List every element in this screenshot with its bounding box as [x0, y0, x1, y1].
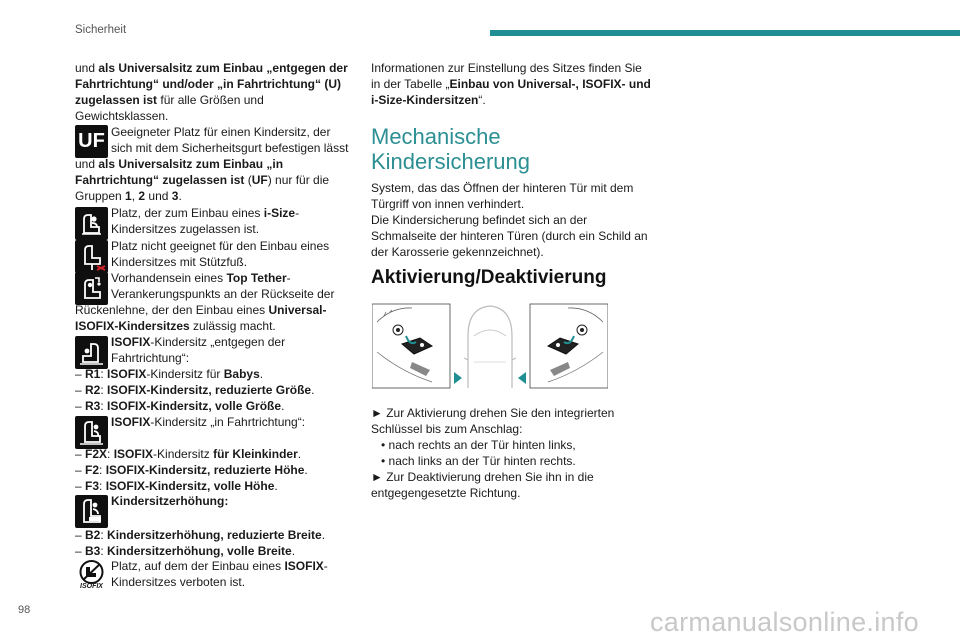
text-line — [75, 462, 308, 478]
text-line — [371, 421, 614, 437]
text-run: 3 — [171, 189, 179, 203]
text-run: : — [107, 447, 114, 461]
text-line — [371, 469, 594, 485]
text-line — [111, 414, 305, 430]
text-run: Kindersitzes verboten ist. — [111, 575, 246, 589]
child-lock-diagram — [372, 302, 608, 392]
text-run: - — [286, 271, 291, 285]
heading-line-1: Mechanische — [371, 124, 501, 149]
text-line — [371, 405, 614, 421]
text-run: . — [304, 463, 308, 477]
text-run: und — [145, 189, 172, 203]
text-line — [111, 205, 299, 221]
text-run: Universal- — [268, 303, 327, 317]
text-run: ISOFIX-Kindersitz, reduzierte Größe — [107, 383, 312, 397]
text-run: . — [178, 189, 182, 203]
text-line — [111, 574, 328, 590]
text-run: : — [100, 383, 108, 397]
text-line — [111, 286, 334, 302]
text-line — [75, 108, 348, 124]
text-run: Informationen zur Einstellung des Sitzes finden Sie — [371, 61, 642, 75]
text-run: F2X — [85, 447, 108, 461]
text-line — [111, 254, 329, 270]
text-run: ) nur für die — [267, 173, 330, 187]
left-door-illustration — [372, 304, 450, 388]
text-run: ISOFIX — [284, 559, 324, 573]
activation-instructions — [371, 405, 614, 437]
text-run: Platz, auf dem der Einbau eines — [111, 559, 285, 573]
text-line — [75, 172, 329, 188]
text-line — [371, 60, 651, 76]
text-run: F2 — [85, 463, 100, 477]
support-leg-forbidden-icon — [75, 240, 108, 273]
text-run: : — [100, 528, 108, 542]
text-run: Gewichtsklassen. — [75, 109, 169, 123]
text-line — [75, 366, 314, 382]
text-line — [111, 238, 329, 254]
text-run: – — [75, 383, 86, 397]
uf-description — [111, 124, 348, 156]
text-run: entgegengesetzte Richtung. — [371, 486, 521, 500]
text-run: der Karosserie gekennzeichnet). — [371, 245, 544, 259]
text-run: Gruppen — [75, 189, 126, 203]
text-run: Fahrtrichtung“ zugelassen ist — [75, 173, 245, 187]
text-run: Fahrtrichtung“ und/oder „in Fahrtrichtung“ (U) — [75, 77, 341, 91]
text-run: - — [323, 559, 328, 573]
text-line — [75, 382, 314, 398]
text-run: ► — [371, 470, 387, 484]
text-line — [75, 446, 308, 462]
text-run: ISOFIX-Kindersitz, volle Höhe — [105, 479, 275, 493]
text-line — [371, 244, 648, 260]
text-run: Türgriff von innen verhindert. — [371, 197, 525, 211]
text-run: – — [75, 544, 86, 558]
text-line — [371, 180, 648, 196]
text-run: 2 — [138, 189, 146, 203]
text-run: i-Size-Kindersitzen — [371, 93, 479, 107]
text-run: – — [75, 479, 86, 493]
text-run: . — [274, 479, 278, 493]
text-run: • — [381, 438, 389, 452]
text-run: sich mit dem Sicherheitsgurt befestigen lässt — [111, 141, 349, 155]
activation-bullets — [381, 437, 576, 469]
isofix-forbidden-icon-label: ISOFIX — [80, 583, 103, 590]
text-line — [75, 60, 348, 76]
text-run: . — [311, 383, 315, 397]
text-run: und — [75, 157, 99, 171]
isofix-forward-description — [111, 414, 305, 430]
text-line — [75, 76, 348, 92]
text-line — [75, 398, 314, 414]
text-line — [75, 527, 325, 543]
text-run: Platz, der zum Einbau eines — [111, 206, 264, 220]
text-run: ISOFIX — [113, 447, 154, 461]
text-run: Platz nicht geeignet für den Einbau eines — [111, 239, 330, 253]
text-run: Einbau von Universal-, ISOFIX- und — [449, 77, 651, 91]
text-run: “. — [478, 93, 486, 107]
text-run: R3 — [85, 399, 101, 413]
text-run: für alle Größen und — [157, 93, 264, 107]
top-tether-description-continued — [75, 302, 327, 334]
text-line — [75, 543, 325, 559]
text-line — [75, 92, 348, 108]
text-run: ( — [244, 173, 252, 187]
text-run: B2 — [85, 528, 101, 542]
text-run: Kindersitzerhöhung, volle Breite — [107, 544, 292, 558]
text-run: ► — [371, 406, 387, 420]
text-line — [371, 196, 648, 212]
text-line — [75, 302, 327, 318]
text-run: -Kindersitz „in Fahrtrichtung“: — [150, 415, 306, 429]
text-line — [111, 350, 285, 366]
text-run: 1 — [125, 189, 132, 203]
text-line — [75, 478, 308, 494]
text-run: . — [321, 528, 326, 542]
text-run: . — [281, 399, 285, 413]
page-number: 98 — [18, 604, 31, 616]
booster-list — [75, 527, 325, 559]
text-run: Vorhandensein eines — [111, 271, 227, 285]
booster-seat-icon — [75, 495, 108, 528]
text-run: : — [100, 544, 108, 558]
text-run: . — [297, 447, 302, 461]
isofix-forbidden-description — [111, 558, 328, 590]
text-run: : — [100, 399, 108, 413]
info-paragraph — [371, 60, 651, 108]
text-run: R2 — [85, 383, 101, 397]
text-run: – — [75, 463, 86, 477]
watermark: carmanualsonline.info — [650, 607, 919, 637]
uf-description-continued — [75, 156, 329, 204]
text-line — [75, 188, 329, 204]
text-run: zulässig macht. — [189, 319, 276, 333]
text-run: ISOFIX-Kindersitzes — [75, 319, 190, 333]
text-run: -Kindersitz „entgegen der — [150, 335, 286, 349]
text-run: : — [99, 479, 106, 493]
intro-paragraph — [75, 60, 348, 124]
text-run: zugelassen ist — [75, 93, 158, 107]
isofix-forward-list — [75, 446, 308, 494]
text-line — [111, 124, 348, 140]
heading-mechanical-child-lock — [371, 124, 530, 174]
text-run: • — [381, 454, 389, 468]
text-run: – — [75, 528, 86, 542]
section-label: Sicherheit — [75, 24, 127, 36]
isofix-rearward-list — [75, 366, 314, 414]
text-line — [75, 318, 327, 334]
text-line — [111, 270, 334, 286]
text-run: Babys — [223, 367, 260, 381]
text-run: , — [131, 189, 139, 203]
booster-description — [111, 493, 228, 509]
car-top-view-illustration — [464, 306, 516, 388]
text-run: Rückenlehne, der den Einbau eines — [75, 303, 269, 317]
heading-line-2: Kindersicherung — [371, 149, 530, 174]
text-line — [111, 334, 285, 350]
text-run: Geeigneter Platz für einen Kindersitz, der — [111, 125, 331, 139]
text-line — [371, 485, 594, 501]
text-run: i-Size — [263, 206, 296, 220]
isofix-rearward-icon — [75, 336, 108, 369]
i-size-seat-icon — [75, 207, 108, 240]
text-line — [371, 76, 651, 92]
text-run: : — [100, 367, 108, 381]
text-run: Die Kindersicherung befindet sich an der — [371, 213, 588, 227]
text-run: : — [99, 463, 106, 477]
top-tether-description — [111, 270, 334, 302]
text-run: als Universalsitz zum Einbau „entgegen der — [98, 61, 348, 75]
text-run: ISOFIX — [107, 367, 147, 381]
text-run: – — [75, 399, 86, 413]
text-line — [111, 140, 348, 156]
text-line — [75, 156, 329, 172]
text-line — [381, 453, 576, 469]
text-run: Verankerungspunkts an der Rückseite der — [111, 287, 335, 301]
text-run: nach links an der Tür hinten rechts. — [388, 454, 576, 468]
top-tether-icon — [75, 272, 108, 305]
text-run: System, das das Öffnen der hinteren Tür mit dem — [371, 181, 634, 195]
text-run: Kindersitzes zugelassen ist. — [111, 222, 260, 236]
text-run: . — [259, 367, 264, 381]
text-line — [371, 228, 648, 244]
text-run: ISOFIX — [111, 415, 151, 429]
text-run: Schmalseite der hinteren Türen (durch ein Schild an — [371, 229, 648, 243]
text-run: Kindersitzerhöhung, reduzierte Breite — [107, 528, 322, 542]
text-run: Top Tether — [226, 271, 287, 285]
text-run: nach rechts an der Tür hinten links, — [388, 438, 576, 452]
text-run: Kindersitzes mit Stützfuß. — [111, 255, 248, 269]
section-accent-bar — [490, 30, 960, 36]
text-run: F3 — [85, 479, 100, 493]
isofix-forbidden-icon — [75, 558, 108, 591]
mechanical-child-lock-text — [371, 180, 648, 260]
text-run: ISOFIX — [111, 335, 151, 349]
text-run: UF — [251, 173, 268, 187]
text-line — [371, 212, 648, 228]
text-run: Fahrtrichtung“: — [111, 351, 190, 365]
text-line — [111, 221, 299, 237]
isofix-rearward-description — [111, 334, 285, 366]
text-line — [111, 493, 228, 509]
text-run: ISOFIX-Kindersitz, reduzierte Höhe — [105, 463, 305, 477]
right-door-illustration — [530, 304, 608, 388]
text-run: -Kindersitz für — [146, 367, 224, 381]
text-run: - — [295, 206, 300, 220]
text-line — [371, 92, 651, 108]
text-run: – — [75, 447, 86, 461]
text-run: -Kindersitz — [153, 447, 214, 461]
text-line — [381, 437, 576, 453]
text-run: – — [75, 367, 86, 381]
text-run: als Universalsitz zum Einbau „in — [98, 157, 284, 171]
deactivation-instructions — [371, 469, 594, 501]
heading-activation-deactivation: Aktivierung/Deaktivierung — [371, 267, 607, 288]
text-run: und — [75, 61, 99, 75]
uf-symbol-icon: UF — [75, 125, 108, 158]
text-run: R1 — [85, 367, 101, 381]
support-leg-description — [111, 238, 329, 270]
text-run: in der Tabelle „ — [371, 77, 450, 91]
text-run: ISOFIX-Kindersitz, volle Größe — [107, 399, 282, 413]
text-run: Zur Deaktivierung drehen Sie ihn in die — [386, 470, 594, 484]
text-run: Kindersitzerhöhung: — [111, 494, 229, 508]
text-run: . — [291, 544, 296, 558]
text-run: Zur Aktivierung drehen Sie den integrierten — [386, 406, 615, 420]
i-size-description — [111, 205, 299, 237]
text-run: für Kleinkinder — [213, 447, 298, 461]
isofix-forward-icon — [75, 416, 108, 449]
text-line — [111, 558, 328, 574]
text-run: B3 — [85, 544, 101, 558]
text-run: Schlüssel bis zum Anschlag: — [371, 422, 523, 436]
